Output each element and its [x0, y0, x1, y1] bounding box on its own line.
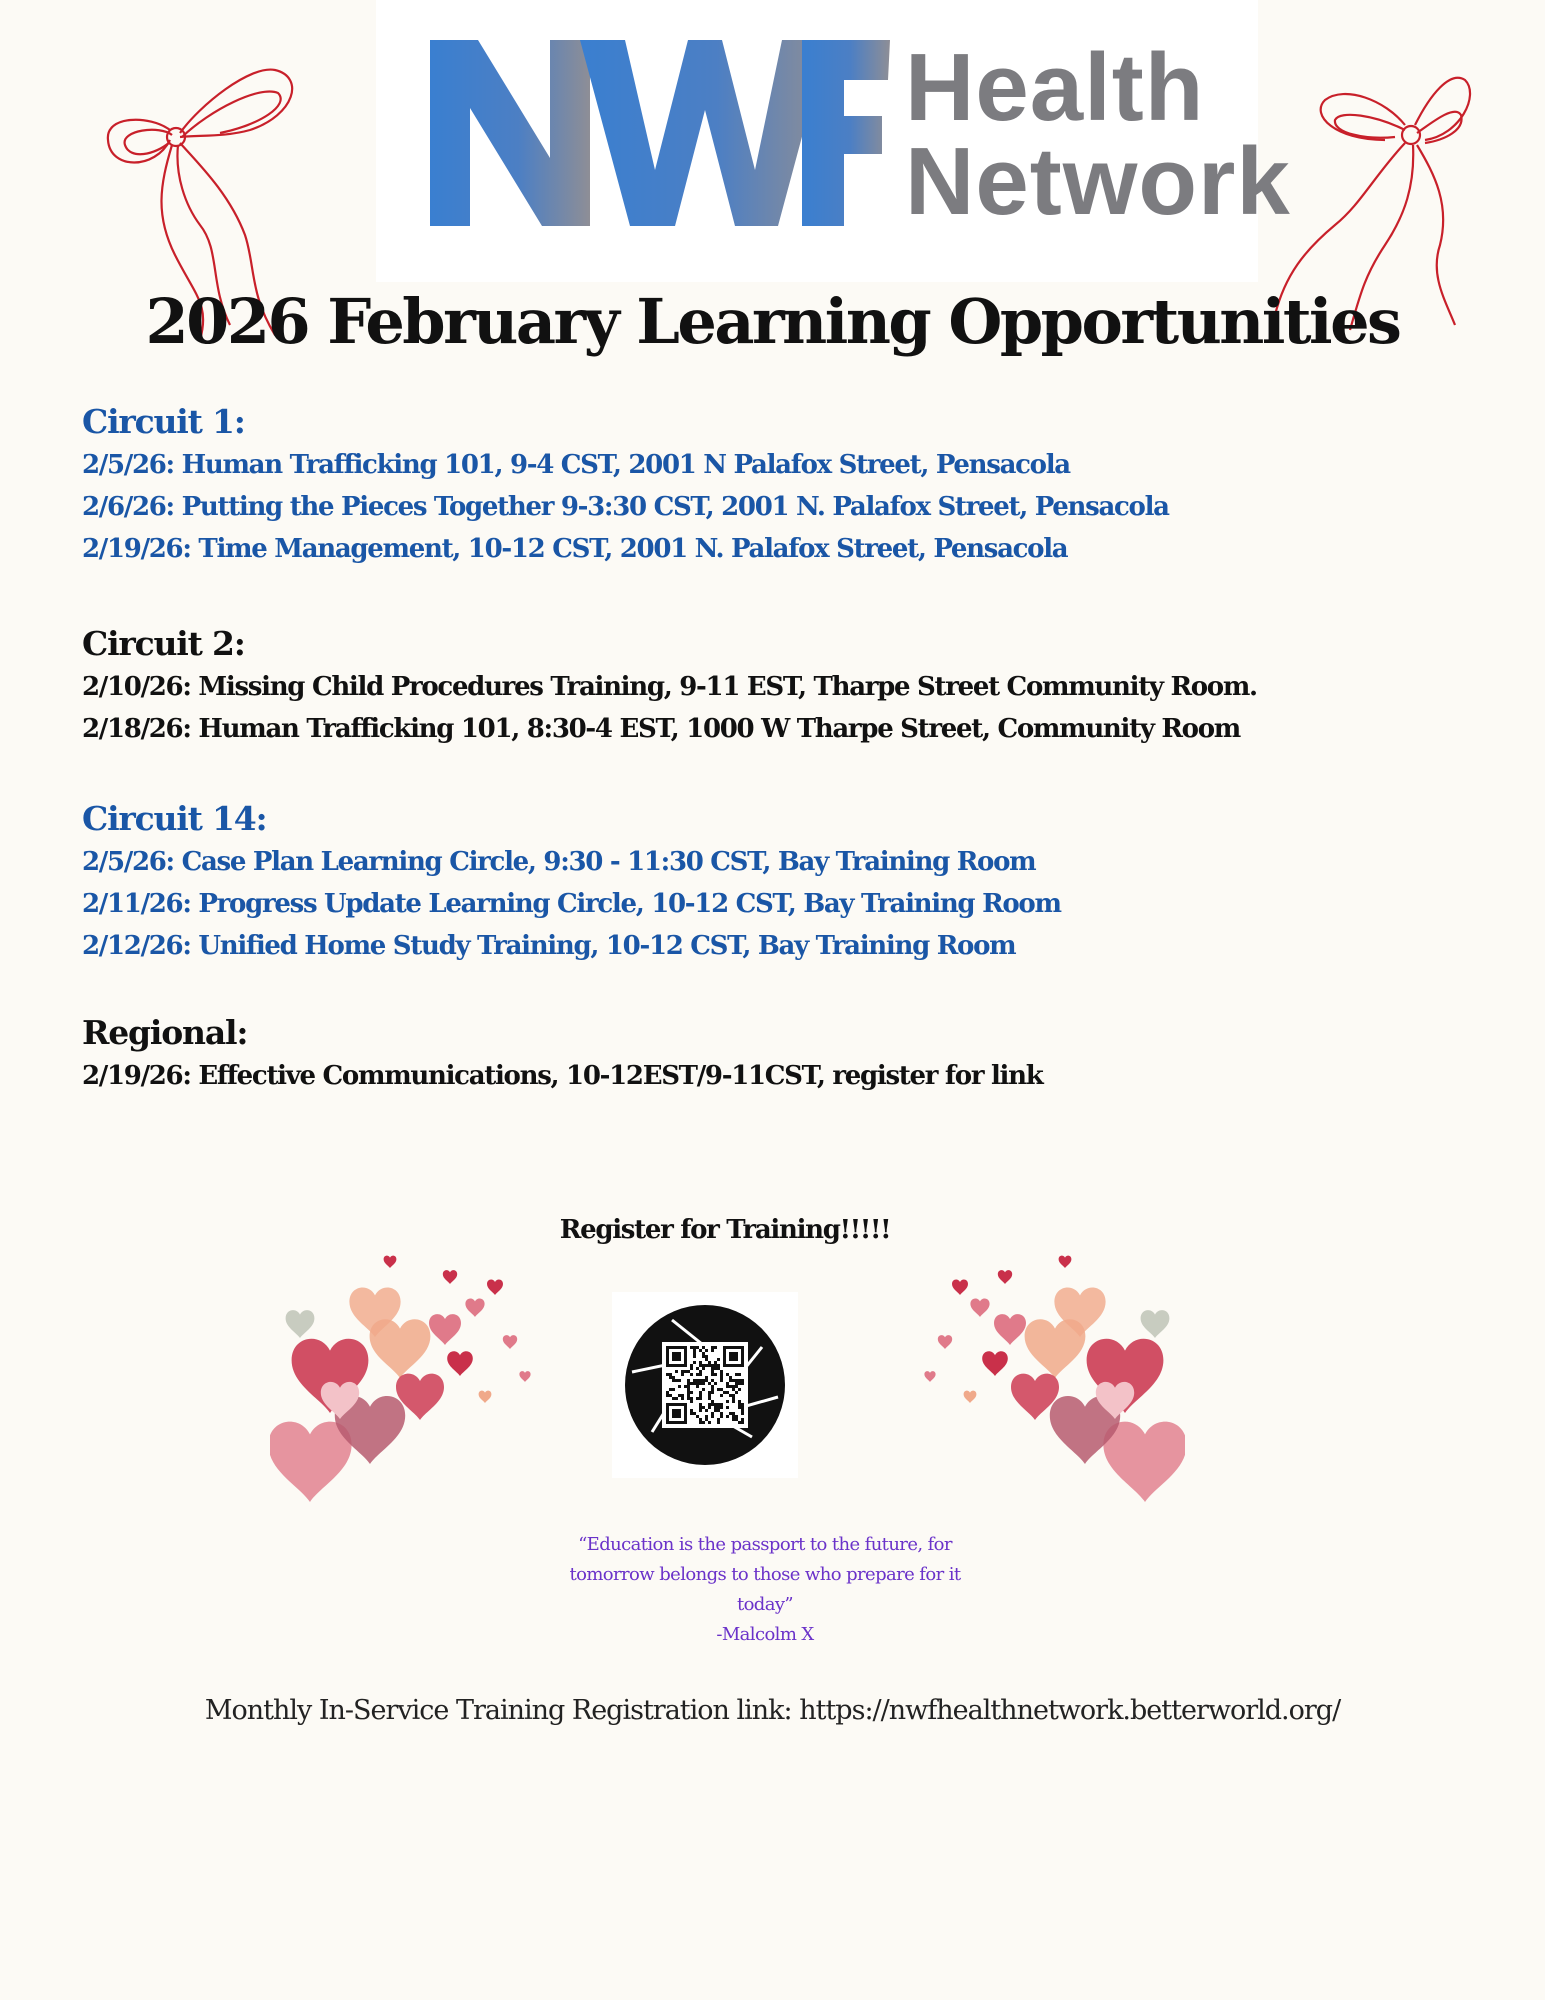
event-item: 2/11/26: Progress Update Learning Circle, 10-12 CST, Bay Training Room — [82, 889, 1061, 919]
section-heading: Circuit 2: — [82, 624, 245, 663]
quote-line: “Education is the passport to the future, for — [578, 1534, 952, 1555]
event-item: 2/19/26: Time Management, 10-12 CST, 2001 N. Palafox Street, Pensacola — [82, 534, 1068, 564]
nwf-logo-mark — [430, 40, 890, 226]
section-heading: Regional: — [82, 1013, 248, 1052]
quote-block — [560, 1530, 970, 1650]
quote-line: today” — [736, 1594, 794, 1615]
logo-word-network: Network — [905, 128, 1291, 235]
event-item: 2/5/26: Human Trafficking 101, 9-4 CST, 2001 N Palafox Street, Pensacola — [82, 450, 1070, 480]
section-heading: Circuit 1: — [82, 402, 245, 441]
section-heading: Circuit 14: — [82, 799, 267, 838]
quote-author: -Malcolm X — [716, 1624, 814, 1645]
section-circuit-1 — [82, 400, 1382, 570]
quote-line: tomorrow belongs to those who prepare for it — [569, 1564, 961, 1585]
section-regional — [82, 1011, 1382, 1097]
event-item: 2/5/26: Case Plan Learning Circle, 9:30 - 11:30 CST, Bay Training Room — [82, 847, 1036, 877]
event-item: 2/18/26: Human Trafficking 101, 8:30-4 EST, 1000 W Tharpe Street, Community Room — [82, 714, 1240, 744]
section-circuit-2 — [82, 622, 1382, 750]
section-circuit-14 — [82, 797, 1382, 967]
event-item: 2/12/26: Unified Home Study Training, 10-12 CST, Bay Training Room — [82, 931, 1016, 961]
logo-word-health: Health — [905, 34, 1205, 141]
hearts-cluster-right-icon — [895, 1245, 1185, 1535]
qr-code-card[interactable] — [612, 1292, 798, 1478]
registration-link-text[interactable]: Monthly In-Service Training Registration link: https://nwfhealthnetwork.betterworld.org/ — [204, 1695, 1341, 1726]
event-item: 2/19/26: Effective Communications, 10-12EST/9-11CST, register for link — [82, 1061, 1043, 1091]
event-item: 2/6/26: Putting the Pieces Together 9-3:30 CST, 2001 N. Palafox Street, Pensacola — [82, 492, 1169, 522]
qr-code-icon — [612, 1292, 798, 1478]
event-item: 2/10/26: Missing Child Procedures Training, 9-11 EST, Tharpe Street Community Room. — [82, 672, 1257, 702]
hearts-cluster-left-icon — [270, 1245, 560, 1535]
register-heading: Register for Training!!!!! — [559, 1215, 891, 1245]
page-title: 2026 February Learning Opportunities — [145, 285, 1400, 358]
